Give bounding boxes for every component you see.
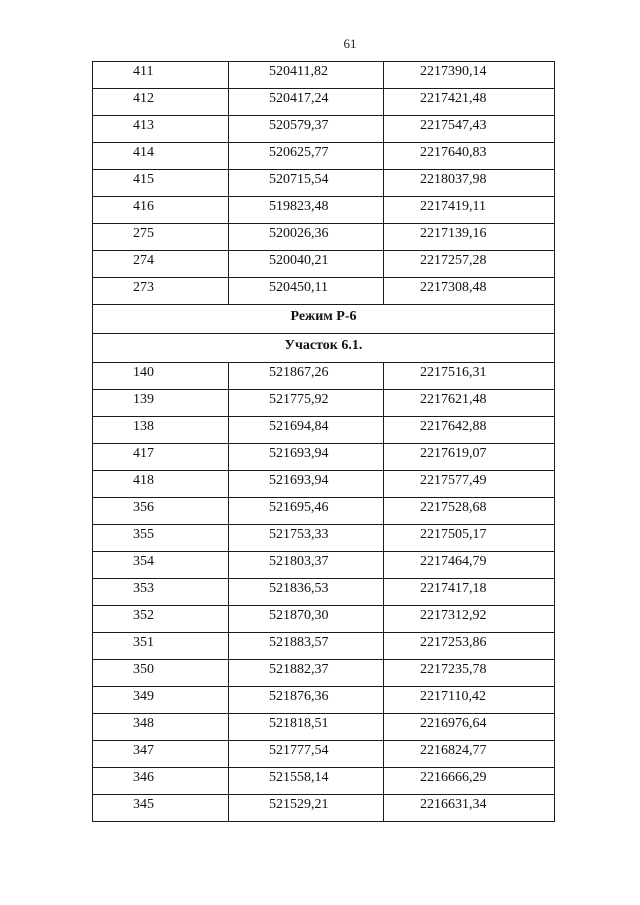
y-coordinate-cell: 2217417,18 (384, 579, 555, 606)
x-coordinate-cell: 521693,94 (229, 471, 384, 498)
table-row (93, 143, 555, 170)
y-coordinate-cell: 2217257,28 (384, 251, 555, 278)
x-coordinate-cell: 521883,57 (229, 633, 384, 660)
y-coordinate-cell: 2217139,16 (384, 224, 555, 251)
table-row (93, 498, 555, 525)
point-number-cell: 417 (93, 444, 229, 471)
x-coordinate-cell: 521836,53 (229, 579, 384, 606)
table-row (93, 417, 555, 444)
x-coordinate-cell: 521558,14 (229, 768, 384, 795)
regime-row (93, 305, 555, 334)
y-coordinate-cell: 2217421,48 (384, 89, 555, 116)
y-coordinate-cell: 2217642,88 (384, 417, 555, 444)
table-row (93, 687, 555, 714)
y-coordinate-cell: 2217640,83 (384, 143, 555, 170)
y-coordinate-cell: 2217516,31 (384, 363, 555, 390)
page-number: 61 (343, 36, 357, 51)
table-row (93, 251, 555, 278)
y-coordinate-cell: 2217235,78 (384, 660, 555, 687)
y-coordinate-cell: 2216824,77 (384, 741, 555, 768)
y-coordinate-cell: 2217253,86 (384, 633, 555, 660)
x-coordinate-cell: 520417,24 (229, 89, 384, 116)
point-number-cell: 346 (93, 768, 229, 795)
table-row (93, 390, 555, 417)
table-row (93, 660, 555, 687)
table-row (93, 714, 555, 741)
y-coordinate-cell: 2217619,07 (384, 444, 555, 471)
coordinates-table (92, 61, 555, 822)
y-coordinate-cell: 2217528,68 (384, 498, 555, 525)
y-coordinate-cell: 2217505,17 (384, 525, 555, 552)
y-coordinate-cell: 2217110,42 (384, 687, 555, 714)
point-number-cell: 349 (93, 687, 229, 714)
section-row (93, 334, 555, 363)
x-coordinate-cell: 521803,37 (229, 552, 384, 579)
x-coordinate-cell: 520026,36 (229, 224, 384, 251)
point-number-cell: 412 (93, 89, 229, 116)
x-coordinate-cell: 520411,82 (229, 62, 384, 89)
table-row (93, 62, 555, 89)
y-coordinate-cell: 2217577,49 (384, 471, 555, 498)
point-number-cell: 273 (93, 278, 229, 305)
x-coordinate-cell: 521870,30 (229, 606, 384, 633)
table-row (93, 579, 555, 606)
y-coordinate-cell: 2216976,64 (384, 714, 555, 741)
point-number-cell: 345 (93, 795, 229, 822)
x-coordinate-cell: 521529,21 (229, 795, 384, 822)
y-coordinate-cell: 2217621,48 (384, 390, 555, 417)
point-number-cell: 351 (93, 633, 229, 660)
coordinates-block-a (93, 62, 555, 305)
x-coordinate-cell: 520579,37 (229, 116, 384, 143)
y-coordinate-cell: 2217547,43 (384, 116, 555, 143)
table-row (93, 444, 555, 471)
x-coordinate-cell: 521695,46 (229, 498, 384, 525)
x-coordinate-cell: 521693,94 (229, 444, 384, 471)
point-number-cell: 347 (93, 741, 229, 768)
table-row (93, 224, 555, 251)
y-coordinate-cell: 2218037,98 (384, 170, 555, 197)
point-number-cell: 416 (93, 197, 229, 224)
point-number-cell: 140 (93, 363, 229, 390)
y-coordinate-cell: 2216666,29 (384, 768, 555, 795)
point-number-cell: 418 (93, 471, 229, 498)
point-number-cell: 411 (93, 62, 229, 89)
table-row (93, 552, 555, 579)
section-title: Участок 6.1. (93, 334, 555, 363)
x-coordinate-cell: 520625,77 (229, 143, 384, 170)
y-coordinate-cell: 2217312,92 (384, 606, 555, 633)
x-coordinate-cell: 521882,37 (229, 660, 384, 687)
table-row (93, 768, 555, 795)
table-row (93, 363, 555, 390)
x-coordinate-cell: 521818,51 (229, 714, 384, 741)
x-coordinate-cell: 520715,54 (229, 170, 384, 197)
table-row (93, 116, 555, 143)
point-number-cell: 350 (93, 660, 229, 687)
table-row (93, 795, 555, 822)
x-coordinate-cell: 520450,11 (229, 278, 384, 305)
y-coordinate-cell: 2217464,79 (384, 552, 555, 579)
y-coordinate-cell: 2217390,14 (384, 62, 555, 89)
x-coordinate-cell: 520040,21 (229, 251, 384, 278)
table-row (93, 633, 555, 660)
point-number-cell: 414 (93, 143, 229, 170)
point-number-cell: 348 (93, 714, 229, 741)
x-coordinate-cell: 519823,48 (229, 197, 384, 224)
point-number-cell: 275 (93, 224, 229, 251)
y-coordinate-cell: 2217419,11 (384, 197, 555, 224)
point-number-cell: 139 (93, 390, 229, 417)
x-coordinate-cell: 521775,92 (229, 390, 384, 417)
x-coordinate-cell: 521753,33 (229, 525, 384, 552)
coordinates-table-container (92, 61, 554, 822)
table-row (93, 197, 555, 224)
x-coordinate-cell: 521694,84 (229, 417, 384, 444)
regime-header-group (93, 305, 555, 363)
table-row (93, 525, 555, 552)
coordinates-block-b (93, 363, 555, 822)
point-number-cell: 138 (93, 417, 229, 444)
y-coordinate-cell: 2217308,48 (384, 278, 555, 305)
table-row (93, 471, 555, 498)
table-row (93, 89, 555, 116)
point-number-cell: 353 (93, 579, 229, 606)
point-number-cell: 354 (93, 552, 229, 579)
x-coordinate-cell: 521876,36 (229, 687, 384, 714)
regime-title: Режим Р-6 (93, 305, 555, 334)
point-number-cell: 415 (93, 170, 229, 197)
x-coordinate-cell: 521867,26 (229, 363, 384, 390)
table-row (93, 741, 555, 768)
table-row (93, 606, 555, 633)
point-number-cell: 355 (93, 525, 229, 552)
point-number-cell: 356 (93, 498, 229, 525)
table-row (93, 278, 555, 305)
point-number-cell: 352 (93, 606, 229, 633)
table-row (93, 170, 555, 197)
x-coordinate-cell: 521777,54 (229, 741, 384, 768)
y-coordinate-cell: 2216631,34 (384, 795, 555, 822)
point-number-cell: 274 (93, 251, 229, 278)
point-number-cell: 413 (93, 116, 229, 143)
